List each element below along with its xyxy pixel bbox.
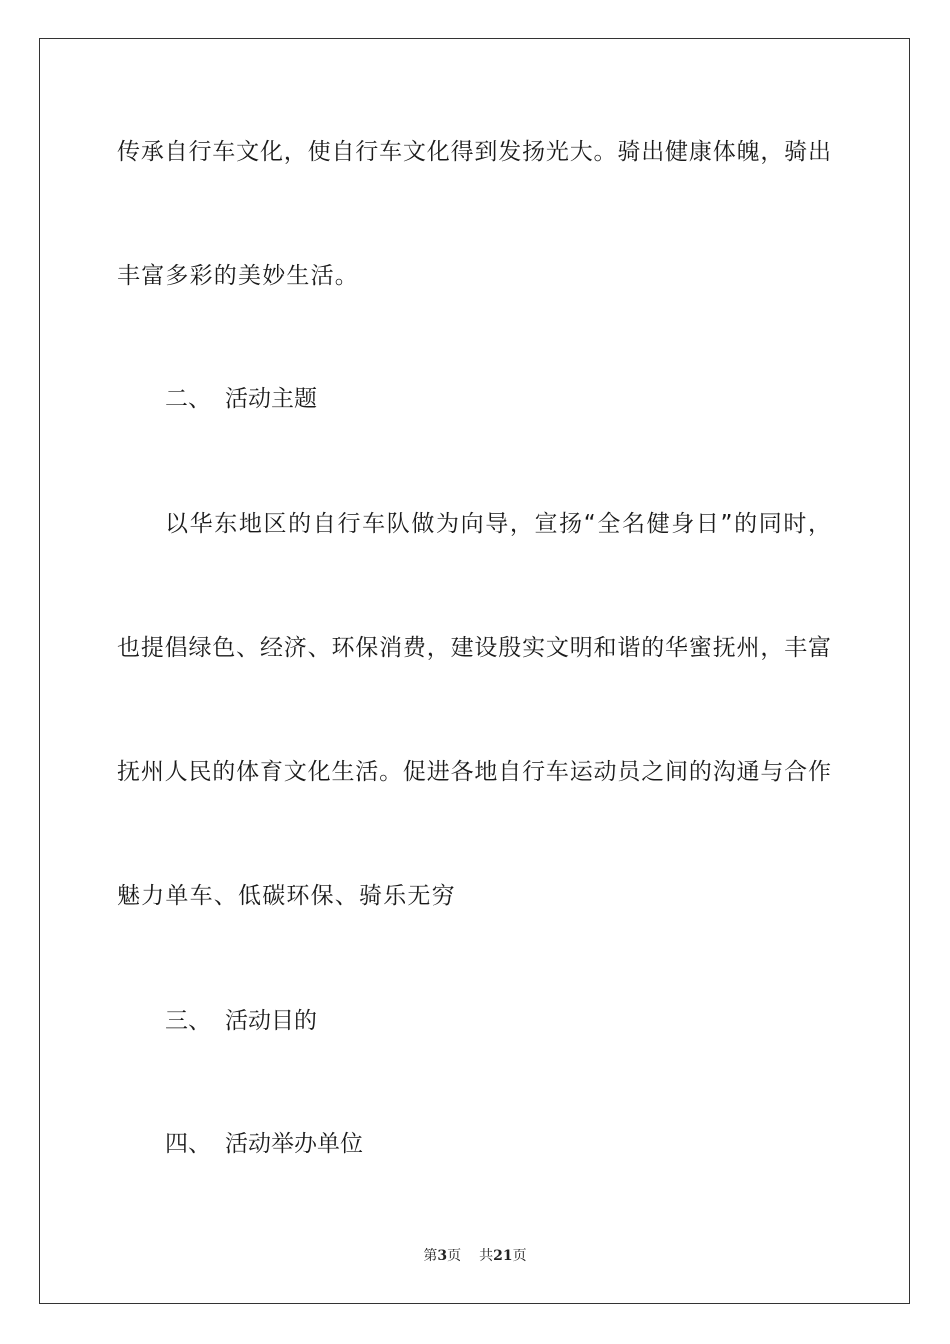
section-number: 三、 [165, 1008, 211, 1034]
body-line-3: 以华东地区的自行车队做为向导，宣扬“全名健身日”的同时， [165, 511, 831, 537]
total-pages: 21 [493, 1248, 513, 1264]
section-number: 二、 [165, 386, 211, 412]
total-suffix: 页 [512, 1248, 527, 1264]
page-suffix: 页 [447, 1248, 462, 1264]
body-line-1: 传承自行车文化，使自行车文化得到发扬光大。骑出健康体魄，骑出 [117, 139, 831, 165]
section-heading-2 [165, 384, 317, 414]
section-title: 活动主题 [225, 386, 317, 412]
body-line-2: 丰富多彩的美妙生活。 [117, 263, 359, 289]
total-prefix: 共 [479, 1248, 494, 1264]
section-title: 活动举办单位 [225, 1131, 363, 1157]
body-line-5: 抚州人民的体育文化生活。促进各地自行车运动员之间的沟通与合作 [117, 759, 831, 785]
section-heading-4 [165, 1129, 363, 1159]
body-line-4: 也提倡绿色、经济、环保消费，建设殷实文明和谐的华蜜抚州，丰富 [117, 635, 831, 661]
section-number: 四、 [165, 1131, 211, 1157]
body-line-6: 魅力单车、低碳环保、骑乐无穷 [117, 883, 456, 909]
page-footer [0, 1246, 950, 1266]
page-border [39, 38, 910, 1304]
section-title: 活动目的 [225, 1008, 317, 1034]
section-heading-3 [165, 1006, 317, 1036]
page-prefix: 第 [423, 1248, 438, 1264]
page-number: 3 [437, 1248, 448, 1264]
